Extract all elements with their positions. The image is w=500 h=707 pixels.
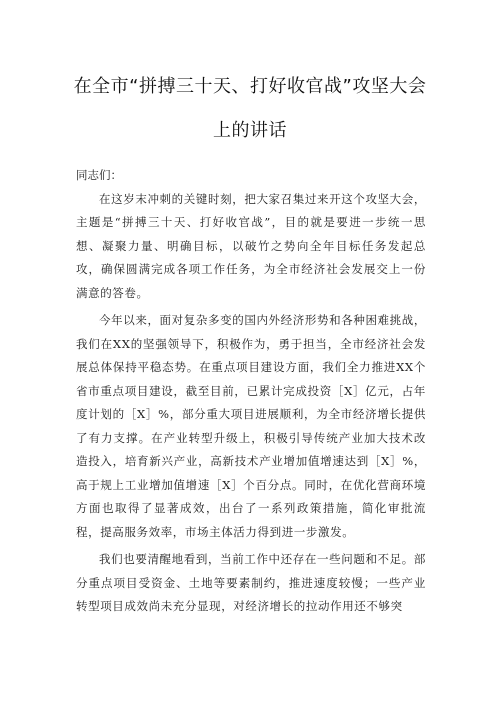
document-body xyxy=(76,164,426,623)
salutation: 同志们： xyxy=(76,168,122,182)
document-title-line-1: 在全市“拼搏三十天、打好收官战”攻坚大会 xyxy=(73,76,427,97)
paragraph-1: 在这岁末冲刺的关键时刻，把大家召集过来开这个攻坚大会，主题是“拼搏三十天、打好收官战”，目的就是要进一步统一思想、凝聚力量、明确目标，以破竹之势向全年目标任务发起总攻，确保圆满完成各项工作任务，为全市经济社会发展交上一份满意的答卷。 xyxy=(76,191,426,300)
paragraph-2: 今年以来，面对复杂多变的国内外经济形势和各种困难挑战，我们在XX的坚强领导下，积极作为，勇于担当，全市经济社会发展总体保持平稳态势。在重点项目建设方面，我们全力推进XX个省市重点项目建设，截至目前，已累计完成投资［X］亿元，占年度计划的［X］%，部分重大项目进展顺利，为全市经济增长提供了有力支撑。在产业转型升级上，积极引导传统产业加大技术改造投入，培育新兴产业，高新技术产业增加值增速达到［X］%，高于规上工业增加值增速［X］个百分点。同时，在优化营商环境方面也取得了显著成效，出台了一系列政策措施，简化审批流程，提高服务效率，市场主体活力得到进一步激发。 xyxy=(76,313,426,539)
paragraph-3: 我们也要清醒地看到，当前工作中还存在一些问题和不足。部分重点项目受资金、土地等要素制约，推进速度较慢；一些产业转型项目成效尚未充分显现，对经济增长的拉动作用还不够突 xyxy=(76,552,426,613)
document-title-line-2: 上的讲话 xyxy=(213,120,287,141)
